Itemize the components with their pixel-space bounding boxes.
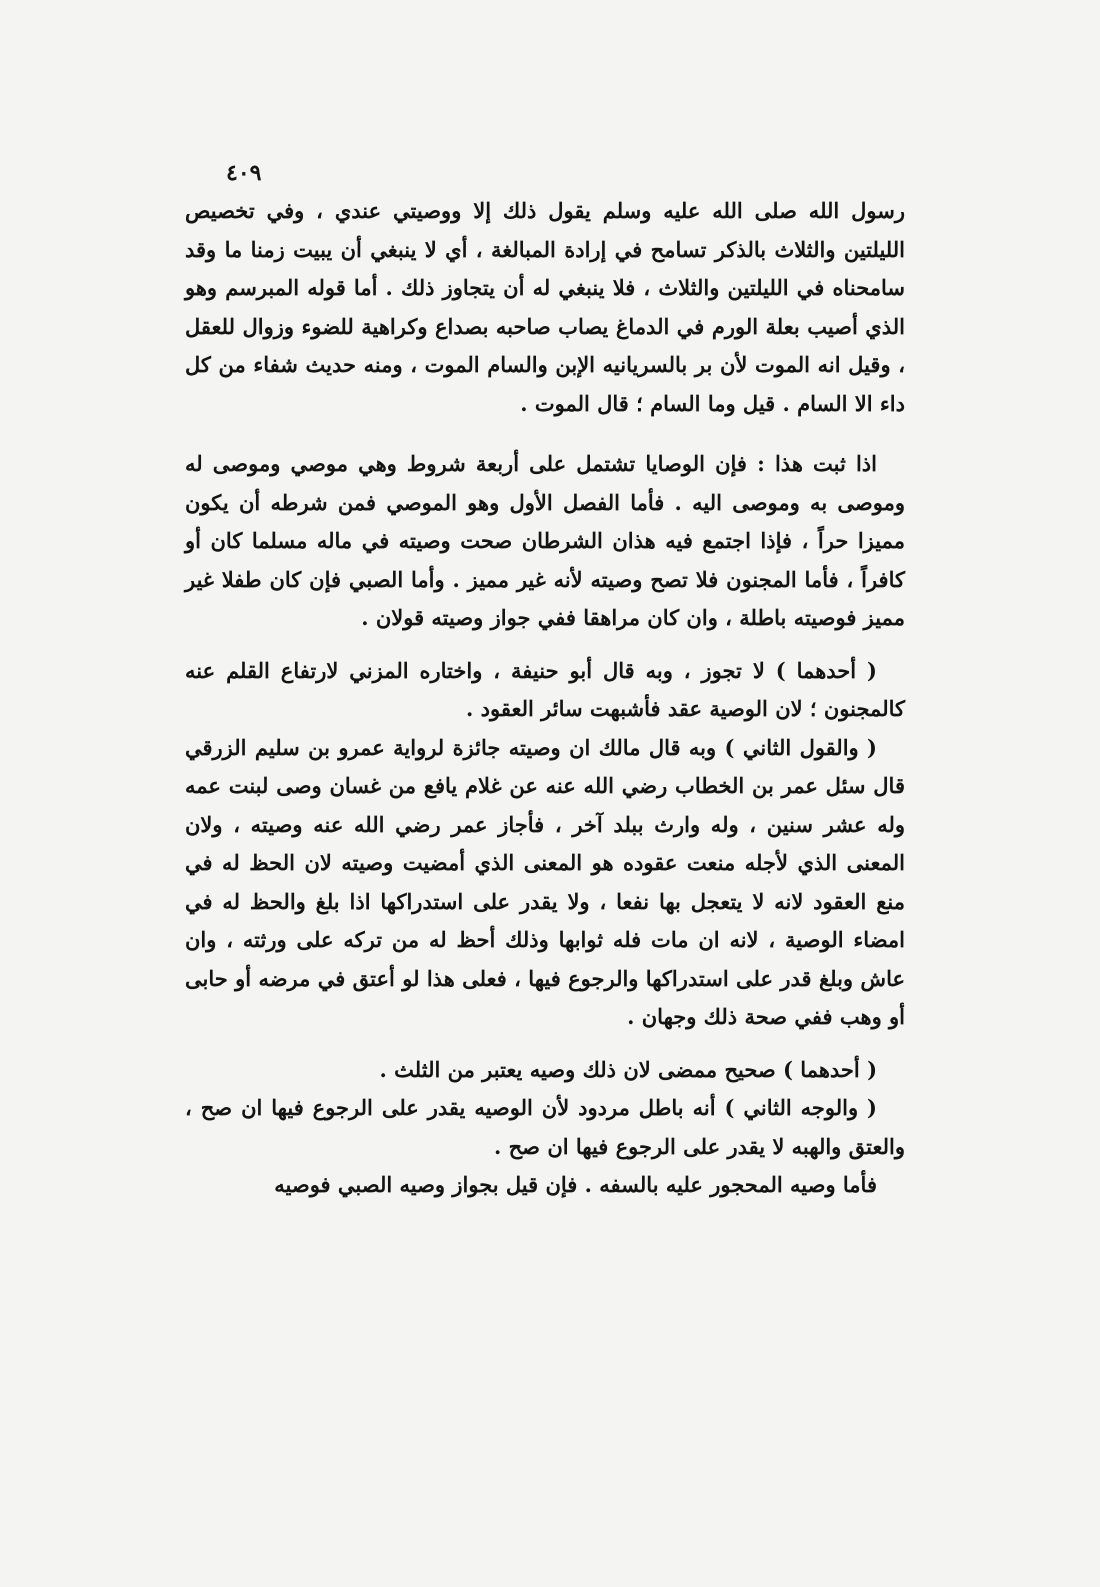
paragraph-4: ( والقول الثاني ) وبه قال مالك ان وصيته جائزة لرواية عمرو بن سليم الزرقي قال سئل عمر بن الخطاب رضي الله عنه عن غلام يافع من غسان وصى لبنت عمه وله عشر سنين ، وله وارث ببلد آخر ، فأجاز عمر رضي الله عنه وصيته ، ولان المعنى الذي لأجله منعت عقوده هو المعنى الذي أمضيت وصيته لان الحظ له في منع العقود لانه لا يتعجل بها نفعا ، ولا يقدر على استدراكها اذا بلغ والحظ له في امضاء الوصية ، لانه ان مات فله ثوابها وذلك أحظ له من تركه على ورثته ، وان عاش وبلغ قدر على استدراكها والرجوع فيها ، فعلى هذا لو أعتق في مرضه أو حابى أو وهب ففي صحة ذلك وجهان . — [185, 734, 905, 1029]
paragraph-5: ( أحدهما ) صحيح ممضى لان ذلك وصيه يعتبر من الثلث . — [379, 1056, 877, 1082]
page-number: ٤٠٩ — [226, 160, 262, 186]
paragraph-7: فأما وصيه المحجور عليه بالسفه . فإن قيل بجواز وصيه الصبي فوصيه — [274, 1172, 877, 1197]
paragraph-2: اذا ثبت هذا : فإن الوصايا تشتمل على أربعة شروط وهي موصي وموصى له وموصى به وموصى اليه . فأما الفصل الأول وهو الموصي فمن شرطه أن يكون مميزا حراً ، فإذا اجتمع فيه هذان الشرطان صحت وصيته في ماله مسلما كان أو كافراً ، فأما المجنون فلا تصح وصيته لأنه غير مميز . وأما الصبي فإن كان طفلا غير مميز فوصيته باطلة ، وان كان مراهقا ففي جواز وصيته قولان . — [185, 451, 905, 630]
paragraph-1: رسول الله صلى الله عليه وسلم يقول ذلك إلا ووصيتي عندي ، وفي تخصيص الليلتين والثلاث بالذكر تسامح في إرادة المبالغة ، أي لا ينبغي أن يبيت زمنا ما وقد سامحناه في الليلتين والثلاث ، فلا ينبغي له أن يتجاوز ذلك . أما قوله المبرسم وهو الذي أصيب بعلة الورم في الدماغ يصاب صاحبه بصداع وكراهية للضوء وزوال للعقل ، وقيل انه الموت لأن بر بالسريانيه الإبن والسام الموت ، ومنه حديث شفاء من كل داء الا السام . قيل وما السام ؛ قال الموت . — [185, 198, 906, 416]
body-text — [185, 192, 905, 1205]
paragraph-3: ( أحدهما ) لا تجوز ، وبه قال أبو حنيفة ، واختاره المزني لارتفاع القلم عنه كالمجنون ؛ لان الوصية عقد فأشبهت سائر العقود . — [185, 657, 905, 721]
paragraph-6: ( والوجه الثاني ) أنه باطل مردود لأن الوصيه يقدر على الرجوع فيها ان صح ، والعتق والهبه لا يقدر على الرجوع فيها ان صح . — [185, 1095, 905, 1159]
